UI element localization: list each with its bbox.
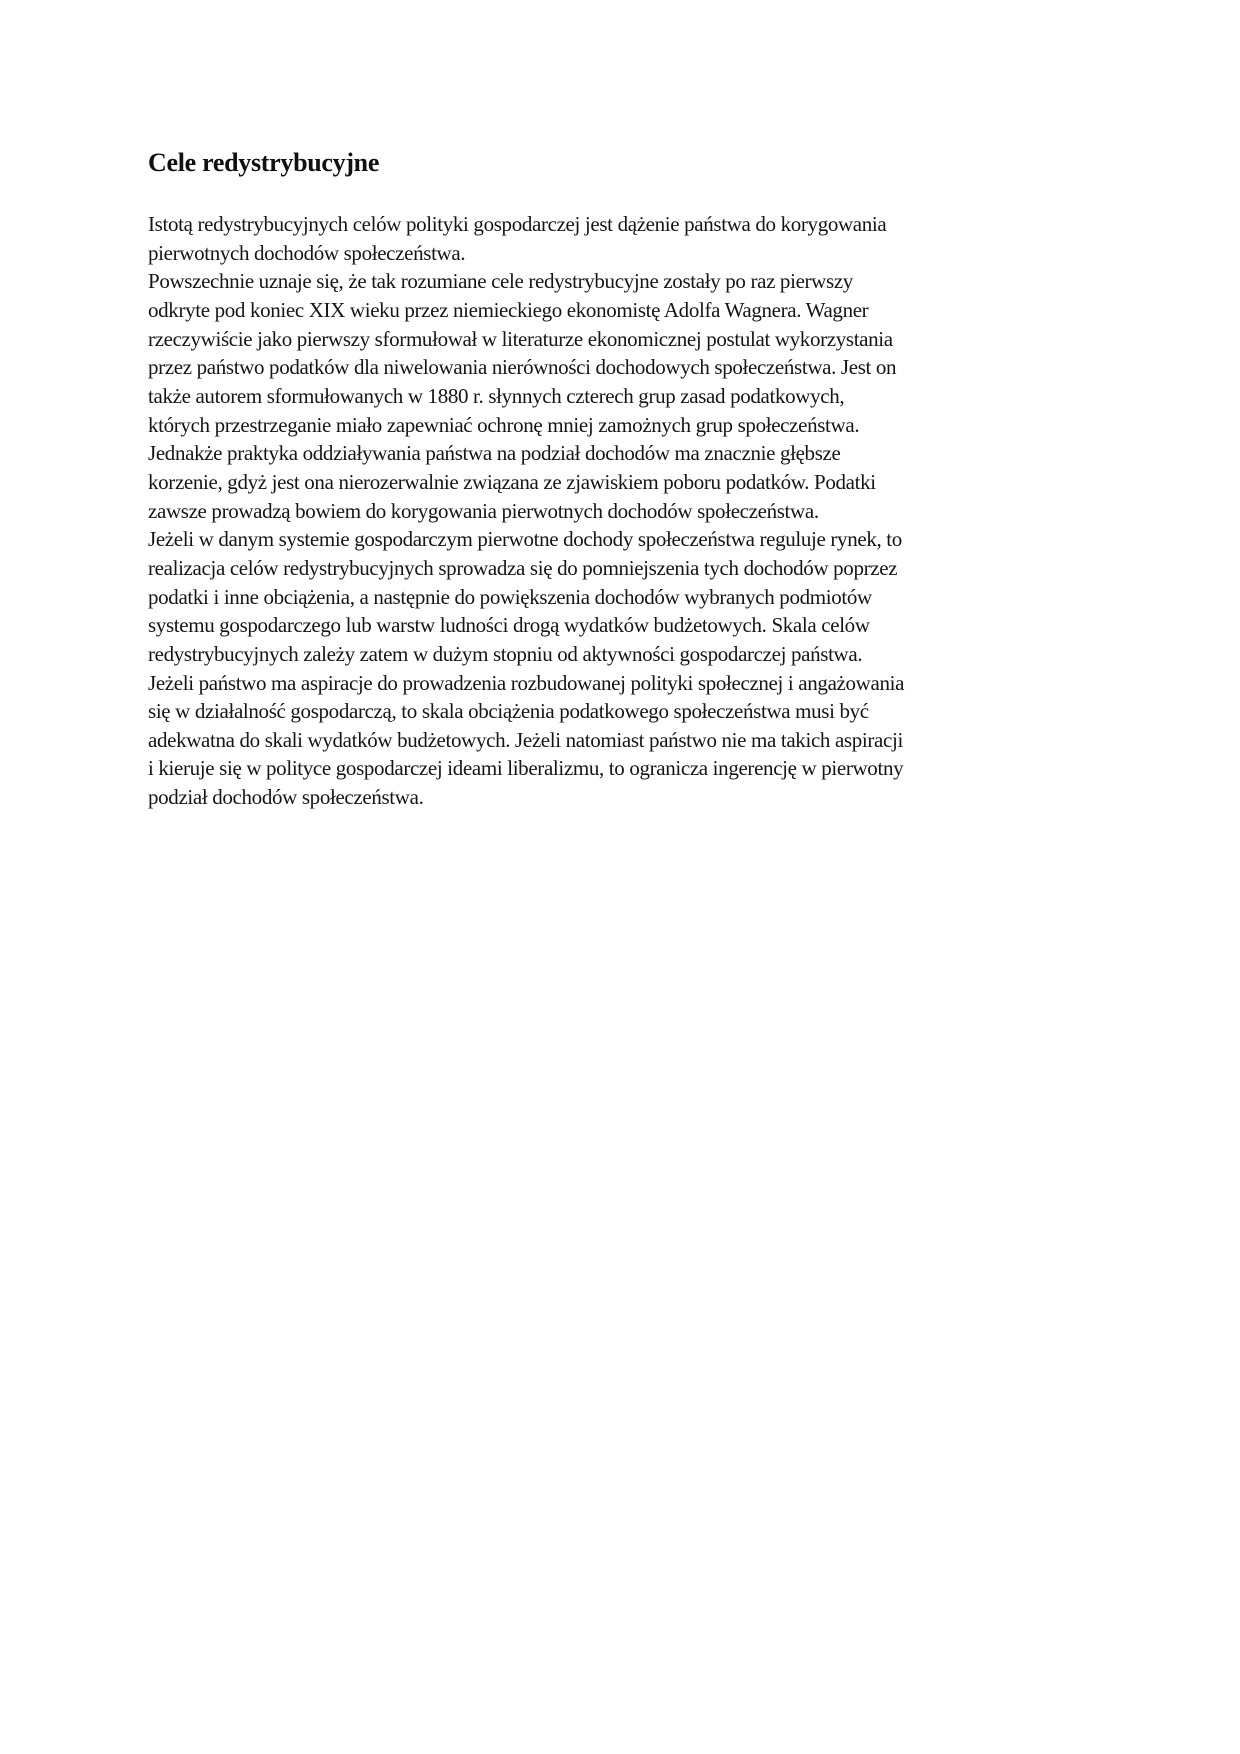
text-line: systemu gospodarczego lub warstw ludności drogą wydatków budżetowych. Skala celów — [148, 613, 870, 638]
text-line: podział dochodów społeczeństwa. — [148, 785, 424, 810]
text-line: redystrybucyjnych zależy zatem w dużym stopniu od aktywności gospodarczej państwa. — [148, 641, 863, 666]
text-line: Jeżeli w danym systemie gospodarczym pierwotne dochody społeczeństwa reguluje rynek, to — [148, 527, 902, 552]
text-line: się w działalność gospodarczą, to skala obciążenia podatkowego społeczeństwa musi być — [148, 699, 869, 724]
document-body — [148, 210, 1148, 812]
text-line: i kieruje się w polityce gospodarczej ideami liberalizmu, to ogranicza ingerencję w pierwotny — [148, 756, 904, 781]
text-line: realizacja celów redystrybucyjnych sprowadza się do pomniejszenia tych dochodów poprzez — [148, 555, 898, 580]
text-line: korzenie, gdyż jest ona nierozerwalnie związana ze zjawiskiem poboru podatków. Podatki — [148, 469, 876, 494]
document-title: Cele redystrybucyjne — [148, 148, 380, 177]
text-line: Jednakże praktyka oddziaływania państwa na podział dochodów ma znacznie głębsze — [148, 441, 841, 466]
text-line: przez państwo podatków dla niwelowania nierówności dochodowych społeczeństwa. Jest on — [148, 355, 897, 380]
text-line: pierwotnych dochodów społeczeństwa. — [148, 240, 466, 265]
text-line: Istotą redystrybucyjnych celów polityki gospodarczej jest dążenie państwa do korygowania — [148, 212, 887, 236]
text-line: adekwatna do skali wydatków budżetowych. Jeżeli natomiast państwo nie ma takich aspiracji — [148, 727, 903, 752]
text-line: rzeczywiście jako pierwszy sformułował w literaturze ekonomicznej postulat wykorzystania — [148, 326, 893, 351]
text-line: zawsze prowadzą bowiem do korygowania pierwotnych dochodów społeczeństwa. — [148, 498, 819, 523]
text-line: odkryte pod koniec XIX wieku przez niemieckiego ekonomistę Adolfa Wagnera. Wagner — [148, 297, 869, 322]
text-line: których przestrzeganie miało zapewniać ochronę mniej zamożnych grup społeczeństwa. — [148, 412, 860, 437]
text-line: podatki i inne obciążenia, a następnie do powiększenia dochodów wybranych podmiotów — [148, 584, 872, 609]
text-line: także autorem sformułowanych w 1880 r. słynnych czterech grup zasad podatkowych, — [148, 383, 845, 408]
text-line: Jeżeli państwo ma aspiracje do prowadzenia rozbudowanej polityki społecznej i angażowania — [148, 670, 905, 695]
text-line: Powszechnie uznaje się, że tak rozumiane cele redystrybucyjne zostały po raz pierwszy — [148, 269, 853, 294]
